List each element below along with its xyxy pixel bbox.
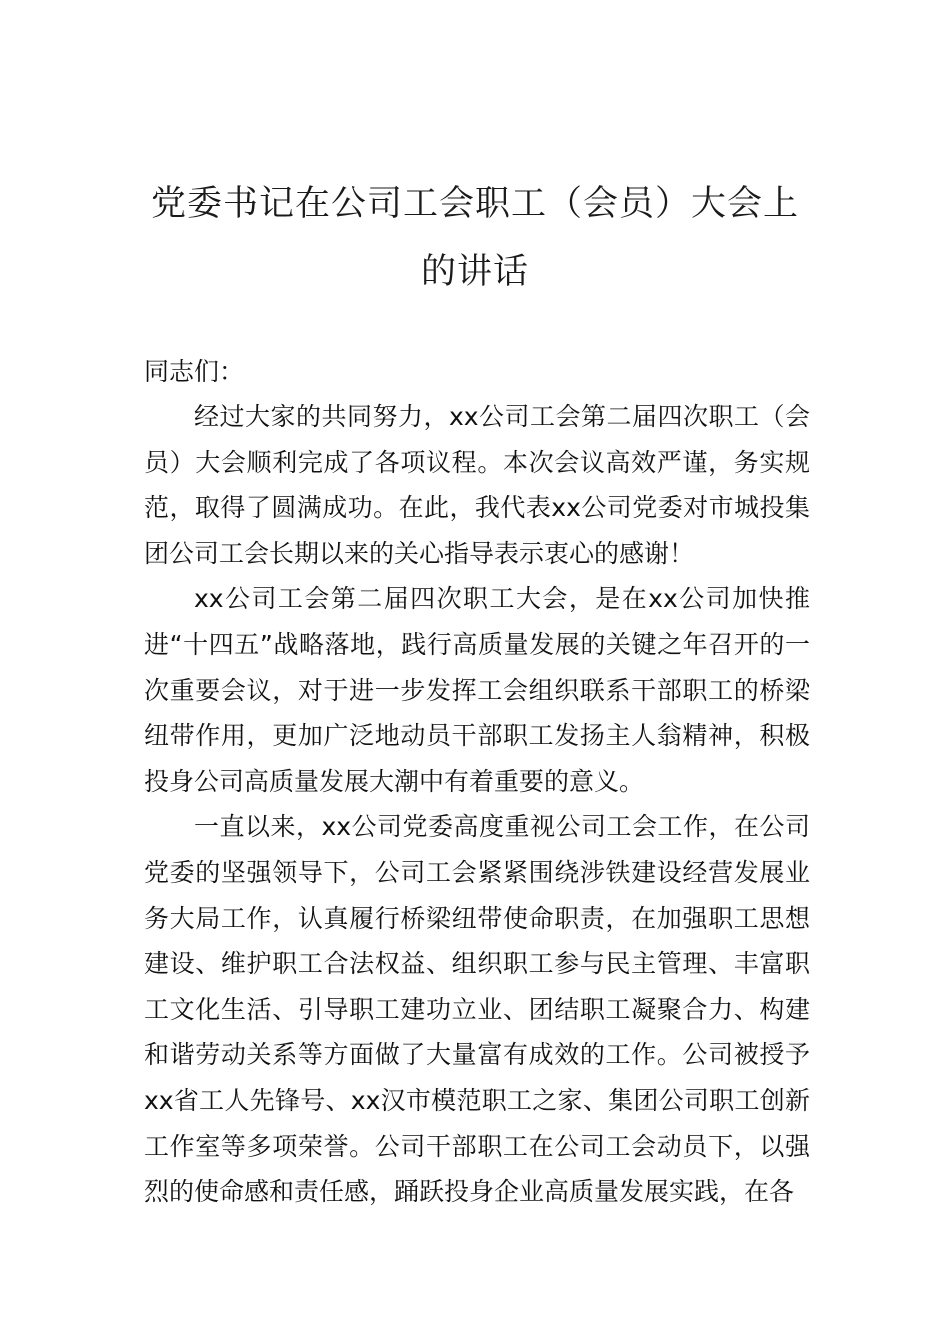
paragraph: xx公司工会第二届四次职工大会，是在xx公司加快推进“十四五”战略落地，践行高质量发展的关键之年召开的一次重要会议，对于进一步发挥工会组织联系干部职工的桥梁纽带作用，更加广泛地动员干部职工发扬主人翁精神，积极投身公司高质量发展大潮中有着重要的意义。	[144, 584, 810, 796]
document-body	[144, 394, 810, 1215]
document-title-line-2: 的讲话	[420, 252, 529, 292]
salutation: 同志们：	[144, 357, 245, 386]
document-title-line-1: 党委书记在公司工会职工（会员）大会上	[150, 184, 799, 224]
paragraph: 一直以来，xx公司党委高度重视公司工会工作，在公司党委的坚强领导下，公司工会紧紧围绕涉铁建设经营发展业务大局工作，认真履行桥梁纽带使命职责，在加强职工思想建设、维护职工合法权益、组织职工参与民主管理、丰富职工文化生活、引导职工建功立业、团结职工凝聚合力、构建和谐劳动关系等方面做了大量富有成效的工作。公司被授予xx省工人先锋号、xx汉市模范职工之家、集团公司职工创新工作室等多项荣誉。公司干部职工在公司工会动员下，以强烈的使命感和责任感，踊跃投身企业高质量发展实践，在各	[144, 812, 810, 1207]
paragraph: 经过大家的共同努力，xx公司工会第二届四次职工（会员）大会顺利完成了各项议程。本次会议高效严谨，务实规范，取得了圆满成功。在此，我代表xx公司党委对市城投集团公司工会长期以来的关心指导表示衷心的感谢！	[144, 402, 810, 568]
